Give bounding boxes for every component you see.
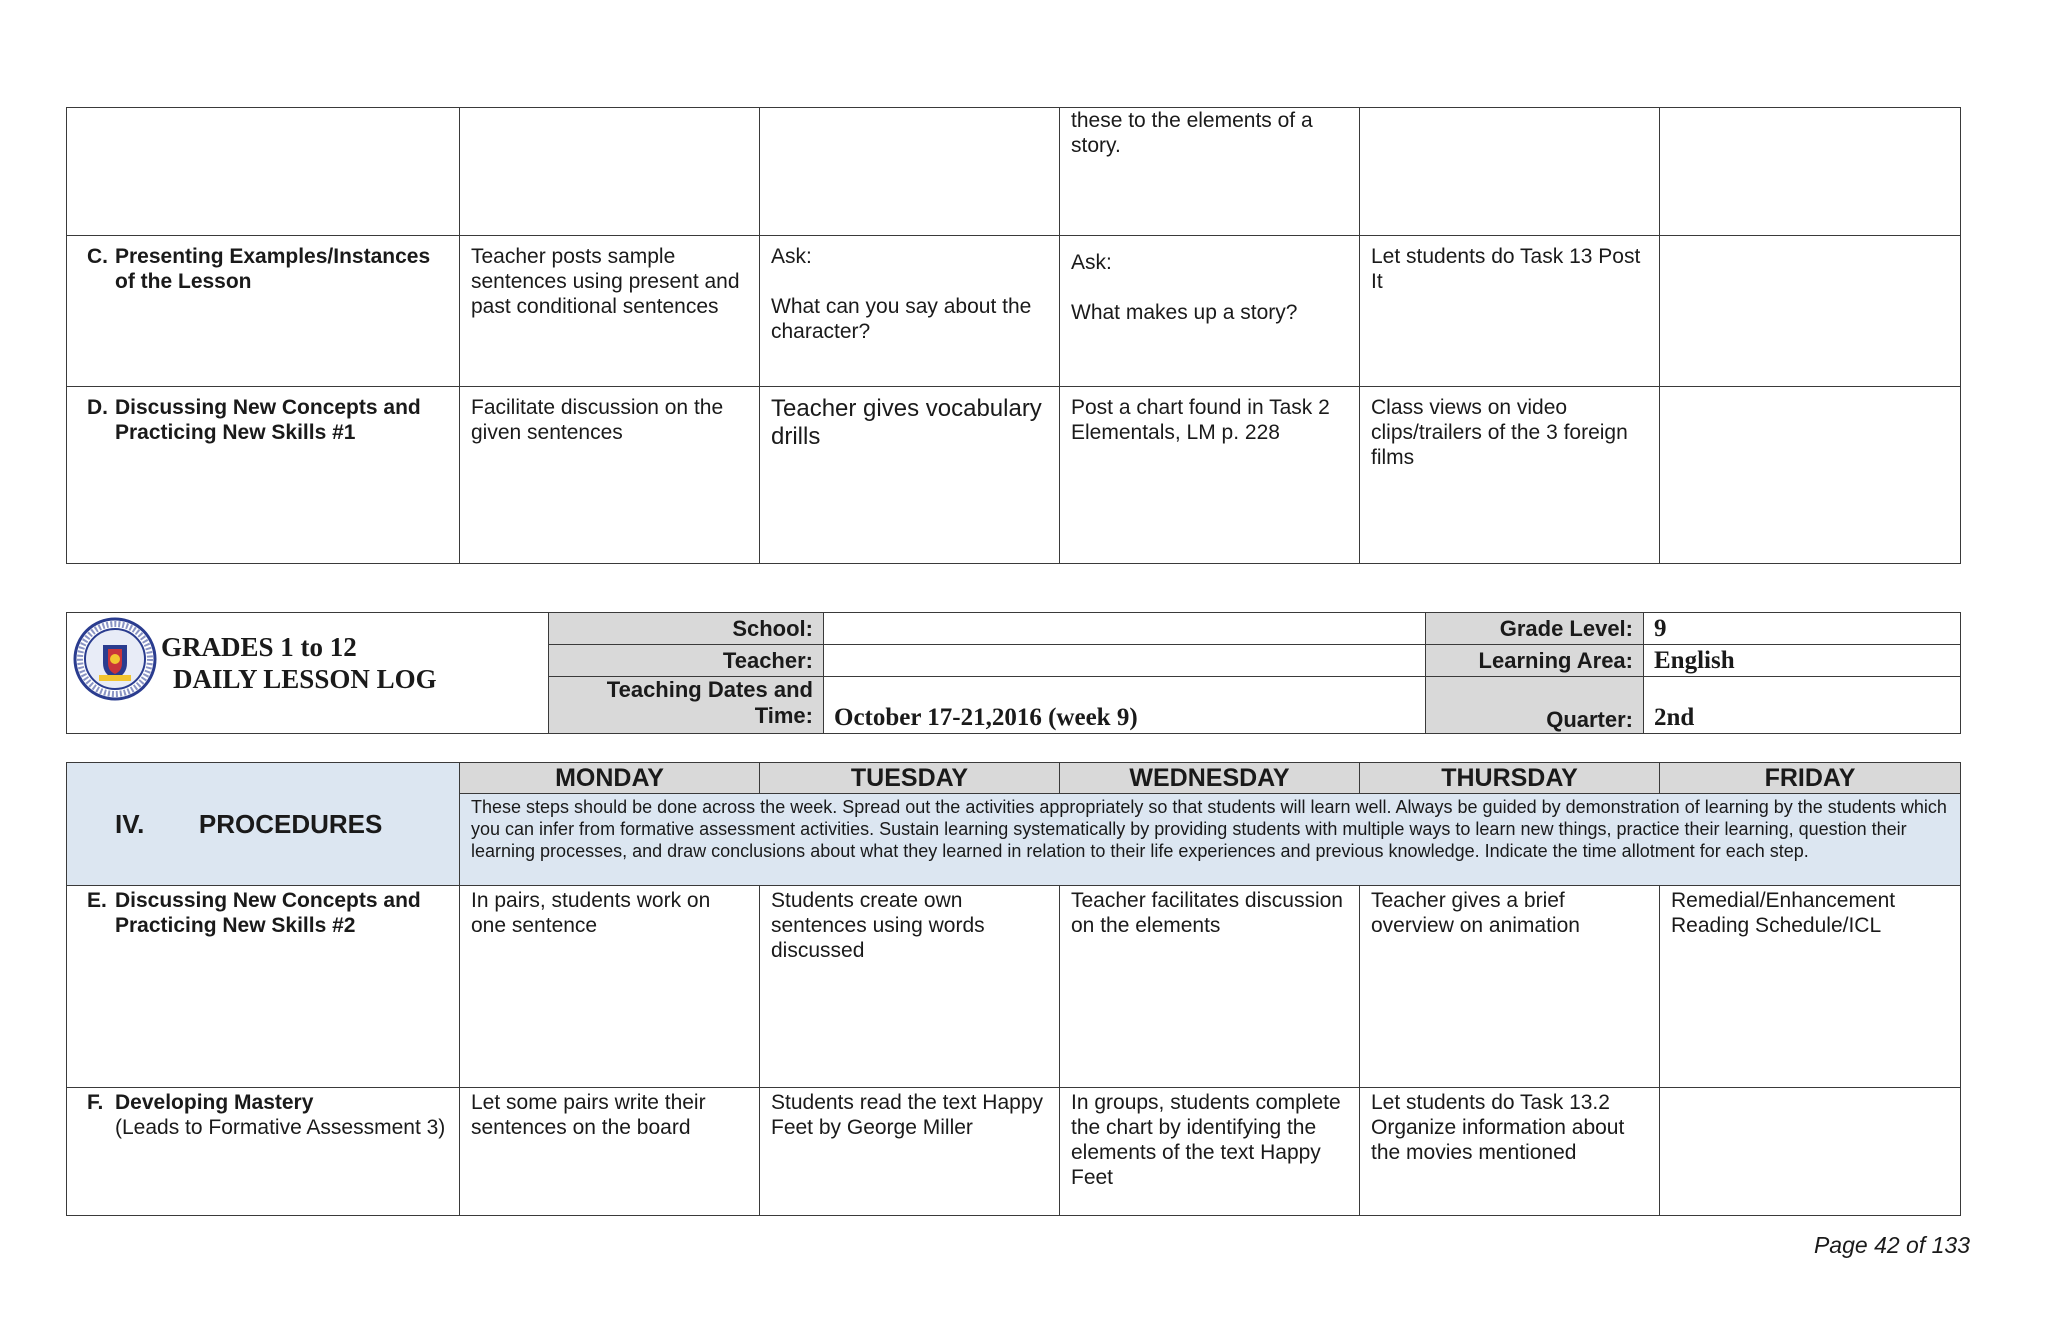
wednesday-cell: Post a chart found in Task 2 Elementals, LM p. 228: [1060, 387, 1360, 564]
quarter-value: 2nd: [1644, 677, 1961, 734]
tuesday-cell: Students read the text Happy Feet by George Miller: [760, 1088, 1060, 1216]
thursday-cell: Class views on video clips/trailers of the 3 foreign films: [1360, 387, 1660, 564]
header-title-cell: [67, 613, 549, 734]
row-letter: E.: [87, 889, 107, 912]
header-title: [161, 631, 437, 695]
procedures-heading: [67, 763, 460, 886]
tuesday-cell: Teacher gives vocabulary drills: [760, 387, 1060, 564]
monday-cell: Facilitate discussion on the given sentences: [460, 387, 760, 564]
row-label-d: [67, 387, 460, 564]
title-line-1: GRADES 1 to 12: [161, 632, 357, 662]
wednesday-cell: In groups, students complete the chart by identifying the elements of the text Happy Feet: [1060, 1088, 1360, 1216]
table-row: [67, 387, 1961, 564]
thursday-cell: Let students do Task 13 Post It: [1360, 236, 1660, 387]
teaching-dates-value: October 17-21,2016 (week 9): [824, 677, 1426, 734]
thursday-cell: Teacher gives a brief overview on animation: [1360, 886, 1660, 1088]
row-letter: F.: [87, 1091, 104, 1114]
row-title: Discussing New Concepts and Practicing New Skills #2: [115, 889, 421, 937]
school-value: [824, 613, 1426, 645]
deped-seal-icon: [73, 617, 157, 701]
grade-level-label: Grade Level:: [1426, 613, 1644, 645]
grade-level-value: 9: [1644, 613, 1961, 645]
friday-cell: [1660, 1088, 1961, 1216]
row-label-e: [67, 886, 460, 1088]
wednesday-cell: Ask: What makes up a story?: [1060, 236, 1360, 387]
title-line-2: DAILY LESSON LOG: [173, 664, 437, 694]
row-title: Discussing New Concepts and Practicing New Skills #1: [115, 396, 421, 444]
section-title: PROCEDURES: [198, 808, 383, 839]
wednesday-cell: these to the elements of a story.: [1060, 108, 1360, 236]
learning-area-label: Learning Area:: [1426, 645, 1644, 677]
row-title: Presenting Examples/Instances of the Lesson: [115, 245, 431, 293]
table-row: [67, 886, 1961, 1088]
section-number: IV.: [115, 808, 145, 839]
lesson-log-header: [66, 612, 1961, 734]
friday-cell: Remedial/Enhancement Reading Schedule/ICL: [1660, 886, 1961, 1088]
row-label-c: [67, 236, 460, 387]
day-header-wednesday: WEDNESDAY: [1060, 763, 1360, 794]
day-header-tuesday: TUESDAY: [760, 763, 1060, 794]
school-label: School:: [549, 613, 824, 645]
day-header-thursday: THURSDAY: [1360, 763, 1660, 794]
procedures-note: These steps should be done across the week. Spread out the activities appropriately so that students will learn well. Always be guided by demonstration of learning by the students which you can infer from formative assessment activities. Sustain learning systematically by providing students with multiple ways to learn new things, practice their learning, question their learning processes, and draw conclusions about what they learned in relation to their life experiences and previous knowledge. Indicate the time allotment for each step.: [460, 794, 1961, 886]
row-title: Developing Mastery: [115, 1091, 314, 1114]
thursday-cell: [1360, 108, 1660, 236]
friday-cell: [1660, 387, 1961, 564]
table-row: [67, 1088, 1961, 1216]
tuesday-cell: Ask: What can you say about the character?: [760, 236, 1060, 387]
learning-area-value: English: [1644, 645, 1961, 677]
procedures-table: [66, 762, 1961, 1216]
dates-label-line-2: Time:: [754, 703, 813, 728]
teaching-dates-label: [549, 677, 824, 734]
page-number: Page 42 of 133: [1813, 1232, 1970, 1258]
table-row: [67, 108, 1961, 236]
monday-cell: In pairs, students work on one sentence: [460, 886, 760, 1088]
friday-cell: [1660, 108, 1961, 236]
tuesday-cell: [760, 108, 1060, 236]
friday-cell: [1660, 236, 1961, 387]
day-header-friday: FRIDAY: [1660, 763, 1961, 794]
row-letter: D.: [87, 396, 108, 419]
top-lesson-table: [66, 107, 1961, 564]
thursday-cell: Let students do Task 13.2 Organize information about the movies mentioned: [1360, 1088, 1660, 1216]
wednesday-cell: Teacher facilitates discussion on the elements: [1060, 886, 1360, 1088]
teacher-label: Teacher:: [549, 645, 824, 677]
row-label-f: [67, 1088, 460, 1216]
row-subtitle: (Leads to Formative Assessment 3): [115, 1116, 446, 1139]
monday-cell: Let some pairs write their sentences on the board: [460, 1088, 760, 1216]
day-header-monday: MONDAY: [460, 763, 760, 794]
row-label: [67, 108, 460, 236]
row-letter: C.: [87, 245, 108, 268]
monday-cell: [460, 108, 760, 236]
quarter-label: Quarter:: [1426, 677, 1644, 734]
teacher-value: [824, 645, 1426, 677]
tuesday-cell: Students create own sentences using words discussed: [760, 886, 1060, 1088]
dates-label-line-1: Teaching Dates and: [606, 677, 813, 702]
monday-cell: Teacher posts sample sentences using present and past conditional sentences: [460, 236, 760, 387]
table-row: [67, 236, 1961, 387]
